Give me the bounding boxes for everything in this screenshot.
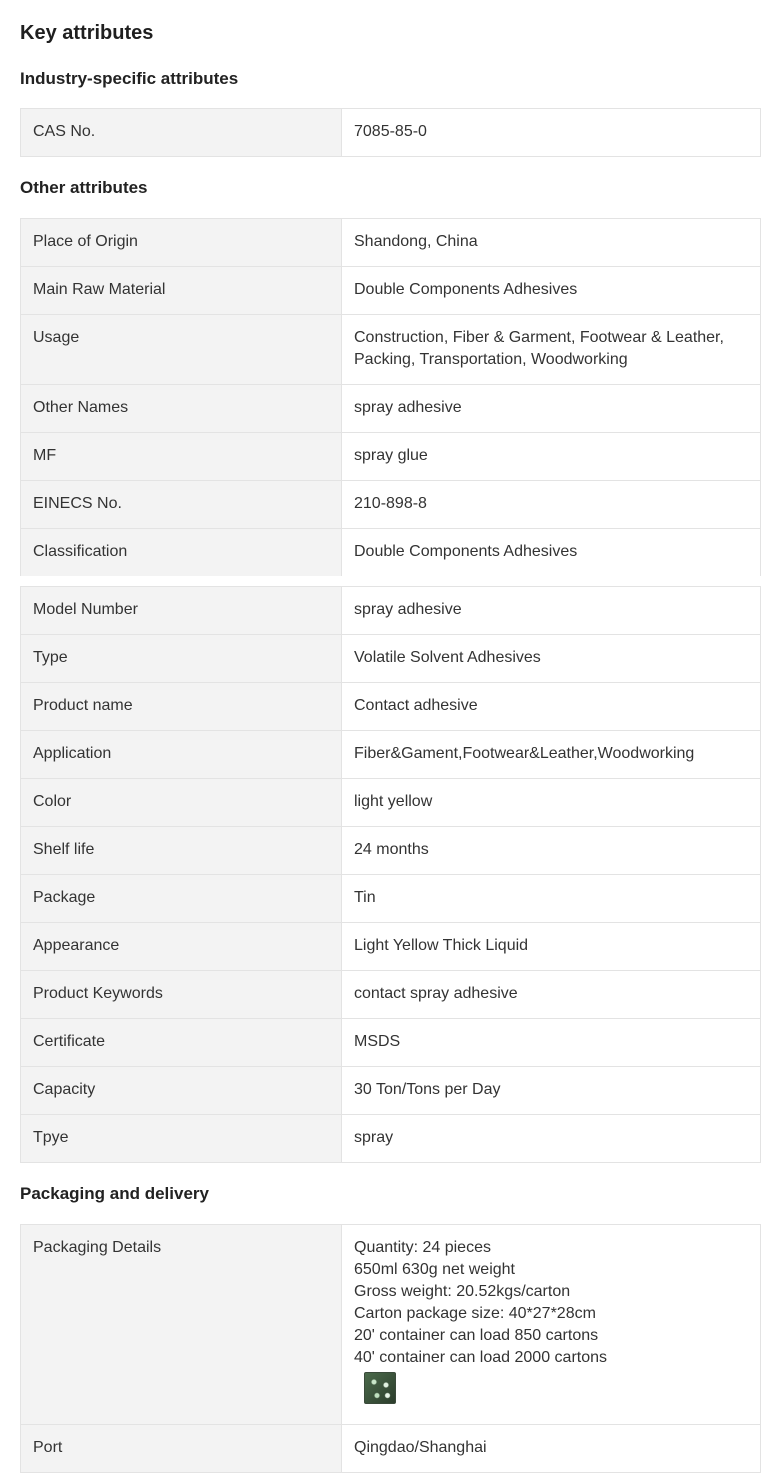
attribute-label: Tpye [21,1115,342,1163]
table-row [21,267,761,315]
table-row [21,1425,761,1473]
table-row [21,827,761,875]
packaging-detail-line: 20' container can load 850 cartons [354,1327,599,1344]
attribute-value: Light Yellow Thick Liquid [342,923,761,971]
industry-attributes-table [20,108,761,157]
packaging-image-thumbnail[interactable] [364,1372,396,1404]
attribute-label: CAS No. [21,109,342,157]
packaging-detail-line: Carton package size: 40*27*28cm [354,1305,596,1322]
attribute-value: Qingdao/Shanghai [342,1425,761,1473]
table-row [21,587,761,635]
table-row [21,1067,761,1115]
attribute-label: Product Keywords [21,971,342,1019]
attribute-label: Packaging Details [21,1225,342,1425]
attribute-label: Main Raw Material [21,267,342,315]
packaging-detail-line: Quantity: 24 pieces [354,1239,491,1256]
attribute-value: Double Components Adhesives [342,529,761,577]
attribute-value: spray glue [342,433,761,481]
attribute-value: 30 Ton/Tons per Day [342,1067,761,1115]
packaging-detail-line: Gross weight: 20.52kgs/carton [354,1283,571,1300]
attribute-label: EINECS No. [21,481,342,529]
attribute-value: Construction, Fiber & Garment, Footwear & Leather, Packing, Transportation, Woodworking [342,315,761,385]
attribute-label: Port [21,1425,342,1473]
attribute-label: Place of Origin [21,219,342,267]
packaging-delivery-table [20,1224,761,1473]
table-row [21,529,761,577]
table-row [21,971,761,1019]
other-attributes-heading: Other attributes [20,178,148,197]
other-attributes-table-continued [20,586,761,1163]
table-row [21,635,761,683]
attribute-value: contact spray adhesive [342,971,761,1019]
page-title: Key attributes [20,22,154,44]
attribute-label: Appearance [21,923,342,971]
table-row [21,1225,761,1425]
table-row [21,923,761,971]
table-break [20,576,760,586]
table-row [21,219,761,267]
attribute-value: MSDS [342,1019,761,1067]
table-row [21,109,761,157]
attribute-value: spray [342,1115,761,1163]
table-row [21,779,761,827]
attribute-label: MF [21,433,342,481]
attribute-value: 24 months [342,827,761,875]
attribute-label: Type [21,635,342,683]
attribute-label: Usage [21,315,342,385]
table-row [21,385,761,433]
attribute-label: Shelf life [21,827,342,875]
attribute-value: Shandong, China [342,219,761,267]
attribute-value: 7085-85-0 [342,109,761,157]
packaging-delivery-heading: Packaging and delivery [20,1184,209,1203]
attribute-value: light yellow [342,779,761,827]
attribute-value: Contact adhesive [342,683,761,731]
attribute-label: Package [21,875,342,923]
table-row [21,683,761,731]
attribute-label: Capacity [21,1067,342,1115]
table-row [21,731,761,779]
table-row [21,1019,761,1067]
packaging-detail-line: 40' container can load 2000 cartons [354,1349,608,1366]
attribute-label: Certificate [21,1019,342,1067]
packaging-detail-line: 650ml 630g net weight [354,1261,515,1278]
attribute-label: Product name [21,683,342,731]
attribute-label: Classification [21,529,342,577]
table-row [21,315,761,385]
packaging-details-value [342,1225,761,1425]
table-row [21,433,761,481]
industry-attributes-heading: Industry-specific attributes [20,69,239,88]
attribute-value: spray adhesive [342,385,761,433]
table-row [21,1115,761,1163]
attribute-value: Tin [342,875,761,923]
attribute-label: Other Names [21,385,342,433]
attribute-label: Color [21,779,342,827]
attribute-label: Application [21,731,342,779]
attribute-value: 210-898-8 [342,481,761,529]
attribute-value: Double Components Adhesives [342,267,761,315]
table-row [21,875,761,923]
attribute-value: Fiber&Gament,Footwear&Leather,Woodworking [342,731,761,779]
other-attributes-table [20,218,761,576]
attribute-label: Model Number [21,587,342,635]
table-row [21,481,761,529]
attribute-value: Volatile Solvent Adhesives [342,635,761,683]
attribute-value: spray adhesive [342,587,761,635]
